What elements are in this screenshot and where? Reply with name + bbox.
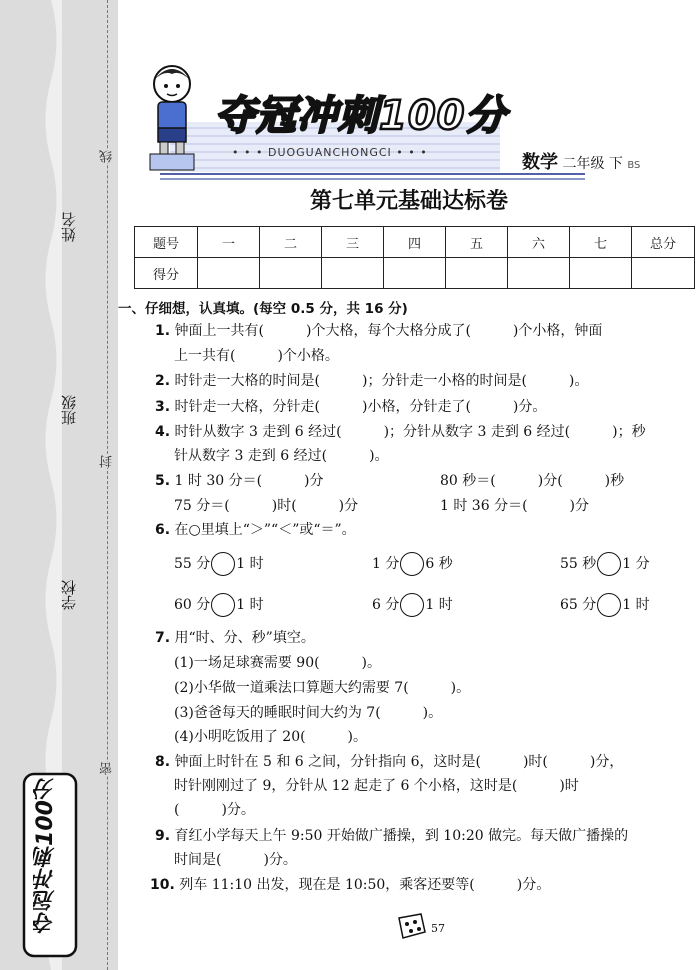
compare-circle[interactable] — [400, 552, 424, 576]
compare-right: 1 分 — [622, 556, 650, 572]
question-number: 3. — [155, 399, 171, 415]
compare-right: 1 时 — [236, 597, 264, 613]
score-input-cell[interactable] — [322, 258, 384, 289]
section-title: 一、仔细想，认真填。(每空 0.5 分，共 16 分) — [118, 301, 408, 317]
bind-word-secret: 密 — [100, 762, 115, 775]
question-number: 1. — [155, 323, 171, 339]
subject-info — [522, 148, 640, 174]
question-10 — [150, 874, 550, 896]
question-text: 用“时、分、秒”填空。 — [174, 630, 315, 646]
question-text: 1 时 30 分＝( )分 — [174, 473, 324, 489]
compare-item — [174, 552, 264, 576]
grade-label: 二年级 下 — [562, 156, 623, 172]
compare-right: 1 时 — [622, 597, 650, 613]
school-label: 学校 — [60, 580, 78, 610]
question-5-part-c: 75 分＝( )时( )分 — [174, 498, 359, 514]
boy-mascot-icon — [150, 66, 194, 170]
question-9-cont: 时间是( )分。 — [174, 852, 297, 868]
score-input-cell[interactable] — [570, 258, 632, 289]
question-4 — [155, 421, 646, 443]
compare-circle[interactable] — [211, 552, 235, 576]
compare-left: 1 分 — [372, 556, 400, 572]
score-input-cell[interactable] — [384, 258, 446, 289]
compare-item — [560, 593, 650, 617]
page-number — [395, 912, 445, 946]
sub-question: (3)爸爸每天的睡眠时间大约为 7( )。 — [174, 705, 443, 721]
subject-name: 数学 — [522, 152, 558, 173]
table-cell: 得分 — [135, 258, 198, 289]
question-2 — [155, 370, 588, 392]
question-text: 在○里填上“＞”“＜”或“＝”。 — [174, 522, 356, 538]
table-cell: 一 — [198, 227, 260, 258]
score-input-cell[interactable] — [260, 258, 322, 289]
compare-circle[interactable] — [400, 593, 424, 617]
question-text: 钟面上时针在 5 和 6 之间，分针指向 6，这时是( )时( )分， — [174, 754, 624, 770]
sub-question: (4)小明吃饭用了 20( )。 — [174, 729, 368, 745]
question-8-cont: 时针刚刚过了 9，分针从 12 起走了 6 个小格，这时是( )时 — [174, 778, 579, 794]
question-3 — [155, 396, 546, 418]
sub-question: (1)一场足球赛需要 90( )。 — [174, 655, 382, 671]
question-number: 2. — [155, 373, 171, 389]
question-5 — [155, 470, 324, 492]
score-table — [134, 226, 695, 289]
table-cell: 六 — [508, 227, 570, 258]
question-number: 8. — [155, 754, 171, 770]
edition-label: BS — [627, 160, 641, 171]
compare-item — [560, 552, 650, 576]
binding-sidebar — [0, 0, 118, 970]
score-input-cell[interactable] — [446, 258, 508, 289]
sidebar-logo-text: 夺冠冲刺100分 — [33, 778, 58, 934]
question-1-cont: 上一共有( )个小格。 — [174, 348, 339, 364]
page-number-text: 57 — [431, 922, 445, 935]
binding-dashed-line — [107, 0, 108, 970]
compare-left: 6 分 — [372, 597, 400, 613]
question-text: 时针走一大格，分针走( )小格，分针走了( )分。 — [174, 399, 547, 415]
compare-left: 55 秒 — [560, 556, 597, 572]
bind-word-seal: 封 — [100, 455, 115, 468]
question-6 — [155, 519, 356, 541]
pinyin-text: DUOGUANCHONGCI — [267, 146, 392, 159]
compare-left: 55 分 — [174, 556, 211, 572]
question-text: 列车 11:10 出发，现在是 10:50，乘客还要等( )分。 — [179, 877, 551, 893]
sub-question: (2)小华做一道乘法口算题大约需要 7( )。 — [174, 680, 471, 696]
question-5-part-b: 80 秒＝( )分( )秒 — [440, 473, 625, 489]
question-number: 9. — [155, 828, 171, 844]
score-table-header-row — [135, 227, 695, 258]
page-title: 第七单元基础达标卷 — [309, 189, 508, 214]
compare-right: 1 时 — [236, 556, 264, 572]
compare-left: 60 分 — [174, 597, 211, 613]
table-cell: 总分 — [632, 227, 695, 258]
score-input-cell[interactable] — [198, 258, 260, 289]
question-7 — [155, 627, 315, 649]
compare-left: 65 分 — [560, 597, 597, 613]
bind-word-line: 线 — [100, 150, 115, 163]
name-label: 姓名 — [60, 212, 78, 242]
question-8 — [155, 751, 623, 773]
pencil-decoration-icon — [395, 912, 429, 942]
table-cell: 二 — [260, 227, 322, 258]
table-cell: 五 — [446, 227, 508, 258]
compare-item — [174, 593, 264, 617]
compare-item — [372, 593, 453, 617]
compare-circle[interactable] — [597, 593, 621, 617]
compare-right: 1 时 — [425, 597, 453, 613]
table-cell: 题号 — [135, 227, 198, 258]
question-number: 6. — [155, 522, 171, 538]
question-number: 10. — [150, 877, 175, 893]
compare-circle[interactable] — [211, 593, 235, 617]
question-4-cont: 针从数字 3 走到 6 经过( )。 — [174, 448, 389, 464]
question-1 — [155, 320, 602, 342]
compare-circle[interactable] — [597, 552, 621, 576]
score-input-cell[interactable] — [508, 258, 570, 289]
compare-item — [372, 552, 453, 576]
compare-right: 6 秒 — [425, 556, 453, 572]
question-number: 5. — [155, 473, 171, 489]
question-text: 时针从数字 3 走到 6 经过( )；分针从数字 3 走到 6 经过( )；秒 — [174, 424, 646, 440]
class-label: 班级 — [60, 395, 78, 425]
table-cell: 七 — [570, 227, 632, 258]
question-8-cont: ( )分。 — [174, 802, 255, 818]
brand-pinyin: • • • DUOGUANCHONGCI • • • — [232, 146, 428, 159]
question-text: 钟面上一共有( )个大格，每个大格分成了( )个小格，钟面 — [174, 323, 603, 339]
brand-logo: 夺冠冲刺100分 — [215, 93, 507, 139]
question-number: 7. — [155, 630, 171, 646]
score-table-score-row — [135, 258, 695, 289]
table-cell: 四 — [384, 227, 446, 258]
question-text: 时针走一大格的时间是( )；分针走一小格的时间是( )。 — [174, 373, 589, 389]
question-text: 育红小学每天上午 9:50 开始做广播操，到 10:20 做完。每天做广播操的 — [174, 828, 629, 844]
question-9 — [155, 825, 628, 847]
question-number: 4. — [155, 424, 171, 440]
table-cell: 三 — [322, 227, 384, 258]
score-input-cell[interactable] — [632, 258, 695, 289]
question-5-part-d: 1 时 36 分＝( )分 — [440, 498, 589, 514]
